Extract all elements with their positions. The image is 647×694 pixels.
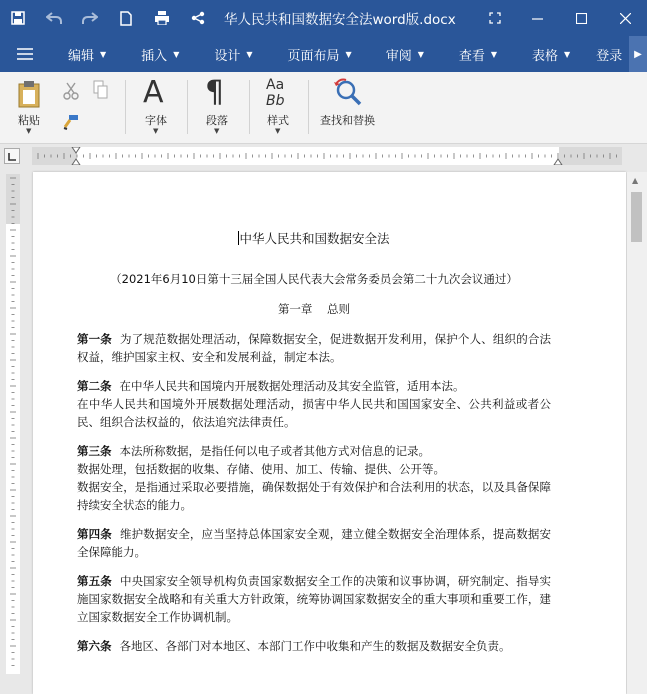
horizontal-ruler (0, 144, 647, 168)
menu-review[interactable]: 审阅 ▼ (385, 48, 424, 64)
format-painter-icon[interactable] (63, 114, 79, 130)
ruler-ticks (32, 147, 622, 165)
paragraph-label: 段落 (206, 114, 228, 127)
menu-login[interactable]: 登录 (596, 48, 623, 64)
menu-design[interactable]: 设计 ▼ (214, 48, 253, 64)
hamburger-menu-icon[interactable] (0, 36, 50, 72)
save-icon[interactable] (0, 0, 36, 36)
chevron-down-icon: ▼ (153, 127, 159, 135)
chevron-down-icon: ▼ (275, 127, 281, 135)
tab-selector[interactable] (4, 148, 20, 164)
vertical-ruler (6, 174, 20, 674)
undo-icon[interactable] (36, 0, 72, 36)
maximize-button[interactable] (559, 0, 603, 36)
document-page[interactable] (33, 172, 626, 694)
document-body[interactable] (77, 230, 551, 666)
fullscreen-icon[interactable] (480, 0, 510, 36)
article-3: 第三条 本法所称数据，是指任何以电子或者其他方式对信息的记录。 数据处理，包括数据的收集、存储、使用、加工、传输、提供、公开等。 数据安全，是指通过采取必要措施，确保数据处于有效保护和合法利用的状态，以及具备保障持续安全状态的能力。 (77, 444, 551, 512)
scrollbar-thumb[interactable] (631, 192, 642, 242)
window-title: 华人民共和国数据安全法word版.docx (224, 12, 456, 28)
document-title: 中华人民共和国数据安全法 (239, 231, 390, 246)
article-5: 第五条 中央国家安全领导机构负责国家数据安全工作的决策和议事协调，研究制定、指导实施国家数据安全战略和有关重大方针政策，统筹协调国家数据安全的重大事项和重要工作，建立国家数据安全工作协调机制。 (77, 574, 552, 624)
styles-icon-bottom: Bb (266, 93, 285, 109)
ribbon-separator (249, 80, 250, 134)
title-bar (0, 0, 647, 36)
print-icon[interactable] (144, 0, 180, 36)
clipboard-icon (17, 80, 41, 108)
find-replace-button[interactable] (314, 72, 384, 144)
menu-bar (0, 36, 647, 72)
paste-label: 粘贴 (18, 114, 40, 127)
new-document-icon[interactable] (108, 0, 144, 36)
font-button[interactable] (133, 72, 181, 144)
close-button[interactable] (603, 0, 647, 36)
styles-icon-top: Aa (266, 77, 285, 93)
minimize-button[interactable] (515, 0, 559, 36)
chevron-down-icon: ▼ (214, 127, 220, 135)
ribbon-separator (125, 80, 126, 134)
vertical-ruler-ticks (6, 174, 20, 674)
paragraph-button[interactable] (193, 72, 245, 144)
copy-icon[interactable] (93, 80, 109, 100)
styles-label: 样式 (267, 114, 289, 127)
font-icon: A (143, 75, 164, 110)
cut-icon[interactable] (63, 82, 79, 100)
redo-icon[interactable] (72, 0, 108, 36)
find-replace-icon (332, 78, 364, 108)
font-label: 字体 (145, 114, 167, 127)
menu-edit[interactable]: 编辑 ▼ (68, 48, 107, 64)
article-1: 第一条 为了规范数据处理活动，保障数据安全，促进数据开发利用，保护个人、组织的合法权益，维护国家主权、安全和发展利益，制定本法。 (77, 332, 552, 364)
chevron-down-icon: ▼ (26, 127, 32, 135)
article-6: 第六条 各地区、各部门对本地区、本部门工作中收集和产生的数据及数据安全负责。 (77, 639, 511, 653)
chapter-heading: 第一章 总则 (277, 302, 351, 316)
share-icon[interactable] (180, 0, 216, 36)
ribbon (0, 72, 647, 144)
find-replace-label: 查找和替换 (320, 114, 375, 127)
chevron-down-icon: ▼ (345, 49, 352, 59)
paragraph-icon: ¶ (205, 75, 225, 110)
scroll-up-icon[interactable]: ▲ (632, 176, 639, 185)
menu-insert[interactable]: 插入 ▼ (141, 48, 180, 64)
ribbon-separator (187, 80, 188, 134)
ruler-track[interactable] (32, 147, 622, 165)
chevron-down-icon: ▼ (173, 49, 180, 59)
chevron-down-icon: ▼ (246, 49, 253, 59)
chevron-down-icon: ▼ (100, 49, 107, 59)
styles-button[interactable] (254, 72, 304, 144)
chevron-down-icon: ▼ (490, 49, 498, 59)
article-2: 第二条 在中华人民共和国境内开展数据处理活动及其安全监管，适用本法。 在中华人民共和国境外开展数据处理活动，损害中华人民共和国国家安全、公共利益或者公民、组织合法权益的，依法追究法律责任。 (77, 379, 551, 429)
menu-table[interactable]: 表格 ▼ (532, 48, 571, 64)
vertical-scrollbar[interactable] (627, 172, 647, 694)
chevron-down-icon: ▼ (417, 49, 424, 59)
menu-scroll-right-icon[interactable]: ▶ (629, 36, 647, 72)
menu-view[interactable]: 查看 ▼ (458, 48, 498, 64)
ribbon-separator (308, 80, 309, 134)
chevron-down-icon: ▼ (564, 49, 571, 59)
paste-button[interactable] (0, 72, 55, 144)
document-meta: （2021年6月10日第十三届全国人民代表大会常务委员会第二十九次会议通过） (110, 272, 518, 286)
menu-layout[interactable]: 页面布局 ▼ (287, 48, 352, 64)
article-4: 第四条 维护数据安全，应当坚持总体国家安全观，建立健全数据安全治理体系，提高数据安全保障能力。 (77, 527, 552, 559)
